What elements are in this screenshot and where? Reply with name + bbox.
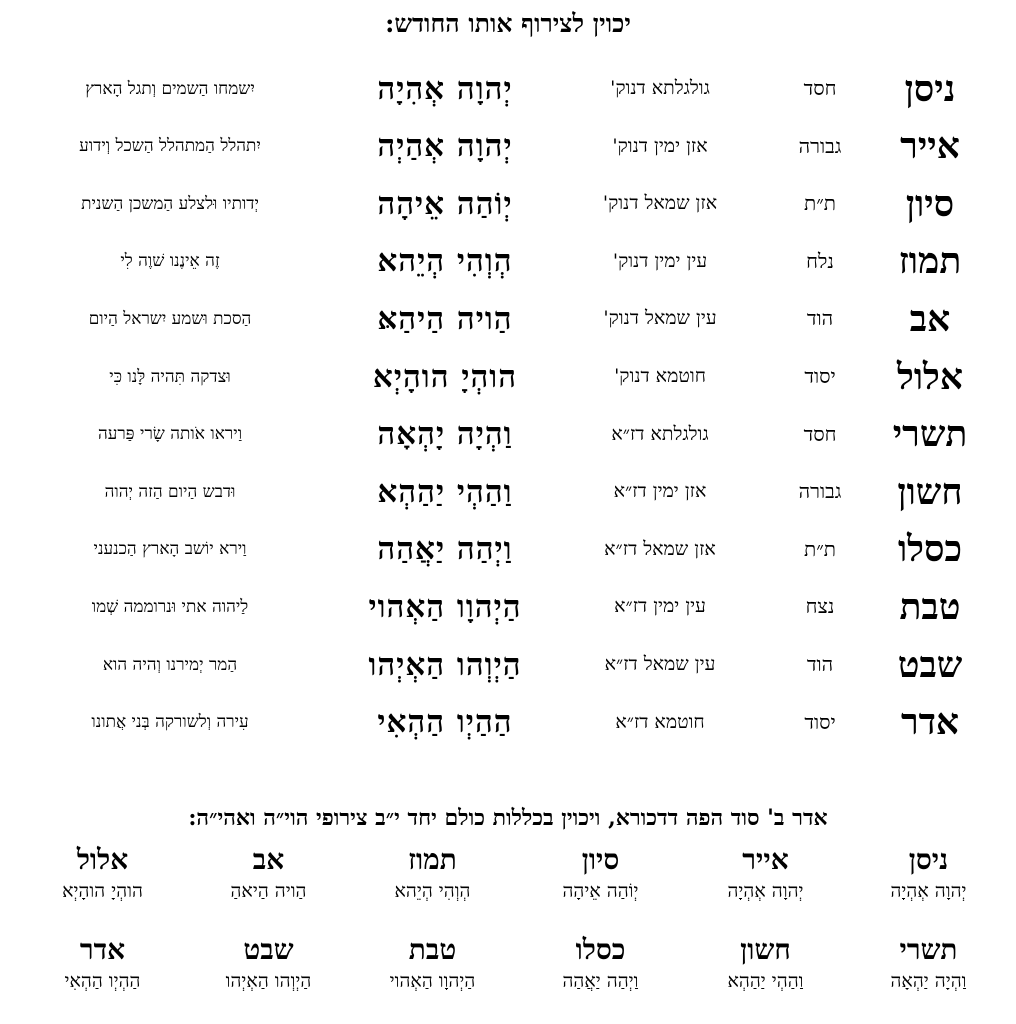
verse-text: זֶה אֵינֶנו שׁוֶה לִי (120, 251, 220, 272)
name-combination: וַהְיָה יָהְאָה (377, 416, 513, 453)
section-subtitle: אדר ב' סוד הפה דדכורא, ויכוין בכללות כולם יחד י״ב צירופי הוי״ה ואהי״ה: (188, 805, 828, 831)
grid-cell (186, 932, 351, 994)
place-name: עין שמאל דנוק' (603, 307, 717, 330)
month-name: שבט (897, 643, 963, 686)
verse-text: הַמר יְמירנו וְהיה הוא (102, 654, 238, 675)
month-name: תמוז (898, 240, 962, 283)
name-combination: הְוְהִי הְיֵהא (377, 243, 513, 280)
table-row (0, 348, 1016, 405)
grid-month-name: שבט (243, 933, 294, 966)
grid-cell (518, 932, 683, 994)
grid-month-name: אדר (79, 933, 126, 966)
grid-month-name: חשון (740, 933, 791, 966)
month-name: תשרי (892, 413, 968, 456)
name-combination: הוהְיָ הוהָיְא (372, 358, 518, 395)
month-name: טבת (899, 585, 961, 628)
table-row (0, 521, 1016, 578)
place-name: אזן ימין דז״א (613, 480, 707, 503)
table-row (0, 694, 1016, 751)
sefirah-name: גבורה (798, 133, 842, 158)
name-combination: הַיְוְהו הַאְיְהו (368, 646, 522, 683)
grid-month-name: כסלו (575, 933, 626, 966)
table-row (0, 60, 1016, 117)
grid-cell (350, 842, 515, 904)
month-name: אלול (897, 355, 964, 398)
grid-month-name: תשרי (899, 933, 958, 966)
table-row (0, 636, 1016, 693)
grid-name-combination: יְהוָה אְהְיָה (890, 880, 967, 902)
month-name: אייר (900, 125, 960, 168)
grid-name-combination: הַהְיְו הַהְאִי (64, 970, 141, 992)
grid-cell (683, 842, 848, 904)
place-name: עין ימין דנוק' (612, 249, 708, 272)
month-name: אדר (900, 701, 960, 744)
sefirah-name: הוד (806, 652, 834, 676)
table-row (0, 406, 1016, 463)
place-name: חוטמא דנוק' (614, 365, 706, 387)
grid-name-combination: הְוְהִי הְיֵהא (394, 880, 471, 902)
sefirah-name: ת״ת (804, 191, 836, 216)
sefirah-name: יסוד (804, 709, 836, 734)
month-name: אב (909, 297, 951, 340)
grid-cell (20, 932, 185, 994)
grid-month-name: אב (252, 843, 285, 876)
sefirah-name: הוד (806, 306, 834, 331)
name-combination: יְוֹהַה אֵיהָה (377, 185, 513, 222)
place-name: אזן שמאל דז״א (604, 537, 716, 560)
grid-month-name: אלול (76, 843, 129, 876)
grid-name-combination: וַהַהְי יַהַהְא (727, 970, 804, 992)
table-row (0, 233, 1016, 290)
verse-text: וַיראו אֹותה שָׂרי פַּרעה (97, 424, 243, 445)
name-combination: הַהַיְו הַהְאִי (377, 704, 513, 741)
table-row (0, 175, 1016, 232)
grid-month-name: טבת (408, 933, 457, 966)
name-combination: יְהוָה אְהַיְה (377, 128, 513, 165)
grid-month-name: אייר (742, 843, 789, 876)
table-row (0, 290, 1016, 347)
place-name: עין ימין דז״א (614, 595, 706, 618)
name-combination: הַיְהוָו הַאְהוי (368, 588, 522, 625)
grid-name-combination: הַיְהוָו הַאְהוי (389, 970, 476, 992)
verse-text: יִשמחו הַשמים וְתגל הָארץ (85, 78, 255, 99)
place-name: עין שמאל דז״א (604, 653, 716, 675)
grid-name-combination: הוהְיָ הוהָיְא (62, 880, 143, 902)
grid-cell (186, 842, 351, 904)
grid-cell (683, 932, 848, 994)
grid-cell (350, 932, 515, 994)
page-title: יכוין לצירוף אותו החודש: (385, 9, 631, 38)
verse-text: הַסכת וּשמע יִשראל הַיום (88, 308, 252, 329)
place-name: גולגלתא דנוק' (610, 77, 710, 99)
sefirah-name: נלח (806, 248, 834, 273)
sefirah-name: חסד (803, 421, 837, 446)
verse-text: וַירא יוֹשב הָארץ הַכנעני (93, 539, 247, 560)
month-name: כסלו (897, 528, 963, 571)
verse-text: וּדבש הַיום הַזה יְהוה (104, 481, 236, 502)
place-name: גולגלתא דז״א (611, 422, 709, 445)
name-combination: הַויה הַיהַאּ (377, 300, 513, 337)
table-row (0, 118, 1016, 175)
grid-month-name: סיון (581, 843, 620, 876)
name-combination: וַיְהַה יַאֲהַה (377, 531, 513, 568)
grid-cell (518, 842, 683, 904)
grid-name-combination: הַיְוְהו הַאְיְהו (225, 970, 312, 992)
grid-month-name: ניסן (908, 843, 949, 876)
sefirah-name: חסד (803, 76, 837, 100)
verse-text: יְדותיו וּלצלע הַמשכן הַשנית (81, 193, 259, 214)
verse-text: עִירה וְלשורקה בְּני אֲתונו (91, 712, 249, 733)
verse-text: וּצדקה תִּהיה לָּנו כִּי (109, 366, 231, 387)
place-name: אזן שמאל דנוק' (602, 192, 718, 215)
grid-cell (846, 842, 1011, 904)
place-name: חוטמא דז״א (615, 710, 705, 733)
verse-text: יִתהלל הַמתהלל הַשכל וְידוע (79, 136, 261, 157)
month-name: חשון (897, 470, 963, 513)
sefirah-name: ת״ת (804, 536, 836, 561)
grid-name-combination: יְוֹהַה אֵיהָה (562, 880, 639, 902)
sefirah-name: נצח (805, 594, 835, 619)
grid-name-combination: יְהוָה אְהְיָה (727, 880, 804, 902)
table-row (0, 578, 1016, 635)
verse-text: לַיהוה אתי וּנרוממה שְׁמו (91, 596, 249, 617)
place-name: אזן ימין דנוק' (612, 134, 708, 157)
sefirah-name: יסוד (804, 364, 836, 388)
grid-name-combination: וַיְהַה יַאֲהַה (562, 970, 639, 992)
grid-month-name: תמוז (408, 843, 457, 876)
month-name: סיון (905, 182, 955, 225)
grid-name-combination: וַהְיָה יַהְאָה (890, 970, 967, 992)
table-row (0, 463, 1016, 520)
name-combination: יְהוָה אְהִיָה (377, 70, 513, 107)
grid-cell (20, 842, 185, 904)
grid-cell (846, 932, 1011, 994)
name-combination: וַהַהְי יַהַהְא (377, 473, 513, 510)
month-name: ניסן (904, 67, 956, 110)
sefirah-name: גבורה (798, 479, 842, 504)
grid-name-combination: הַויה הַיאהַ (230, 880, 307, 902)
